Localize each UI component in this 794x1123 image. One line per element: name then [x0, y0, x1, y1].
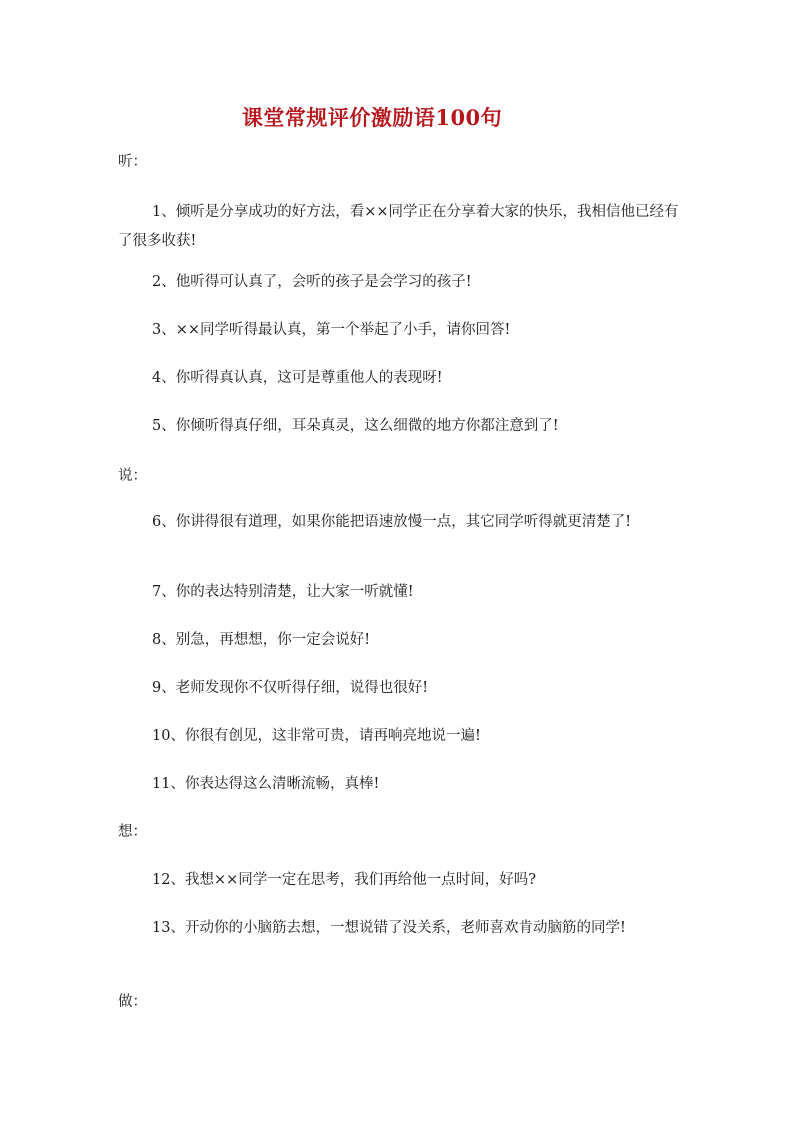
- list-item: 6、你讲得很有道理，如果你能把语速放慢一点，其它同学听得就更清楚了!: [152, 514, 632, 530]
- section-heading-speak: 说：: [118, 468, 147, 484]
- list-item: 7、你的表达特别清楚，让大家一听就懂!: [152, 584, 414, 600]
- list-item: 2、他听得可认真了，会听的孩子是会学习的孩子!: [152, 274, 472, 290]
- list-item: 8、别急，再想想，你一定会说好!: [152, 632, 371, 648]
- section-heading-think: 想：: [118, 824, 147, 840]
- list-item: 1、倾听是分享成功的好方法，看××同学正在分享着大家的快乐，我相信他已经有了很多收获!: [118, 204, 679, 249]
- list-item: 5、你倾听得真仔细，耳朵真灵，这么细微的地方你都注意到了!: [152, 418, 559, 434]
- list-item: 13、开动你的小脑筋去想，一想说错了没关系，老师喜欢肯动脑筋的同学!: [152, 920, 626, 936]
- list-item: 12、我想××同学一定在思考，我们再给他一点时间，好吗?: [152, 872, 537, 888]
- page-title: 课堂常规评价激励语100句: [241, 105, 503, 130]
- list-item: 11、你表达得这么清晰流畅，真棒!: [152, 776, 380, 792]
- section-heading-listen: 听：: [118, 154, 147, 170]
- list-item: 10、你很有创见，这非常可贵，请再响亮地说一遍!: [152, 728, 481, 744]
- list-item: 4、你听得真认真，这可是尊重他人的表现呀!: [152, 370, 443, 386]
- list-item: 9、老师发现你不仅听得仔细，说得也很好!: [152, 680, 429, 696]
- list-item: 3、××同学听得最认真，第一个举起了小手，请你回答!: [152, 322, 511, 338]
- section-heading-do: 做：: [118, 994, 147, 1010]
